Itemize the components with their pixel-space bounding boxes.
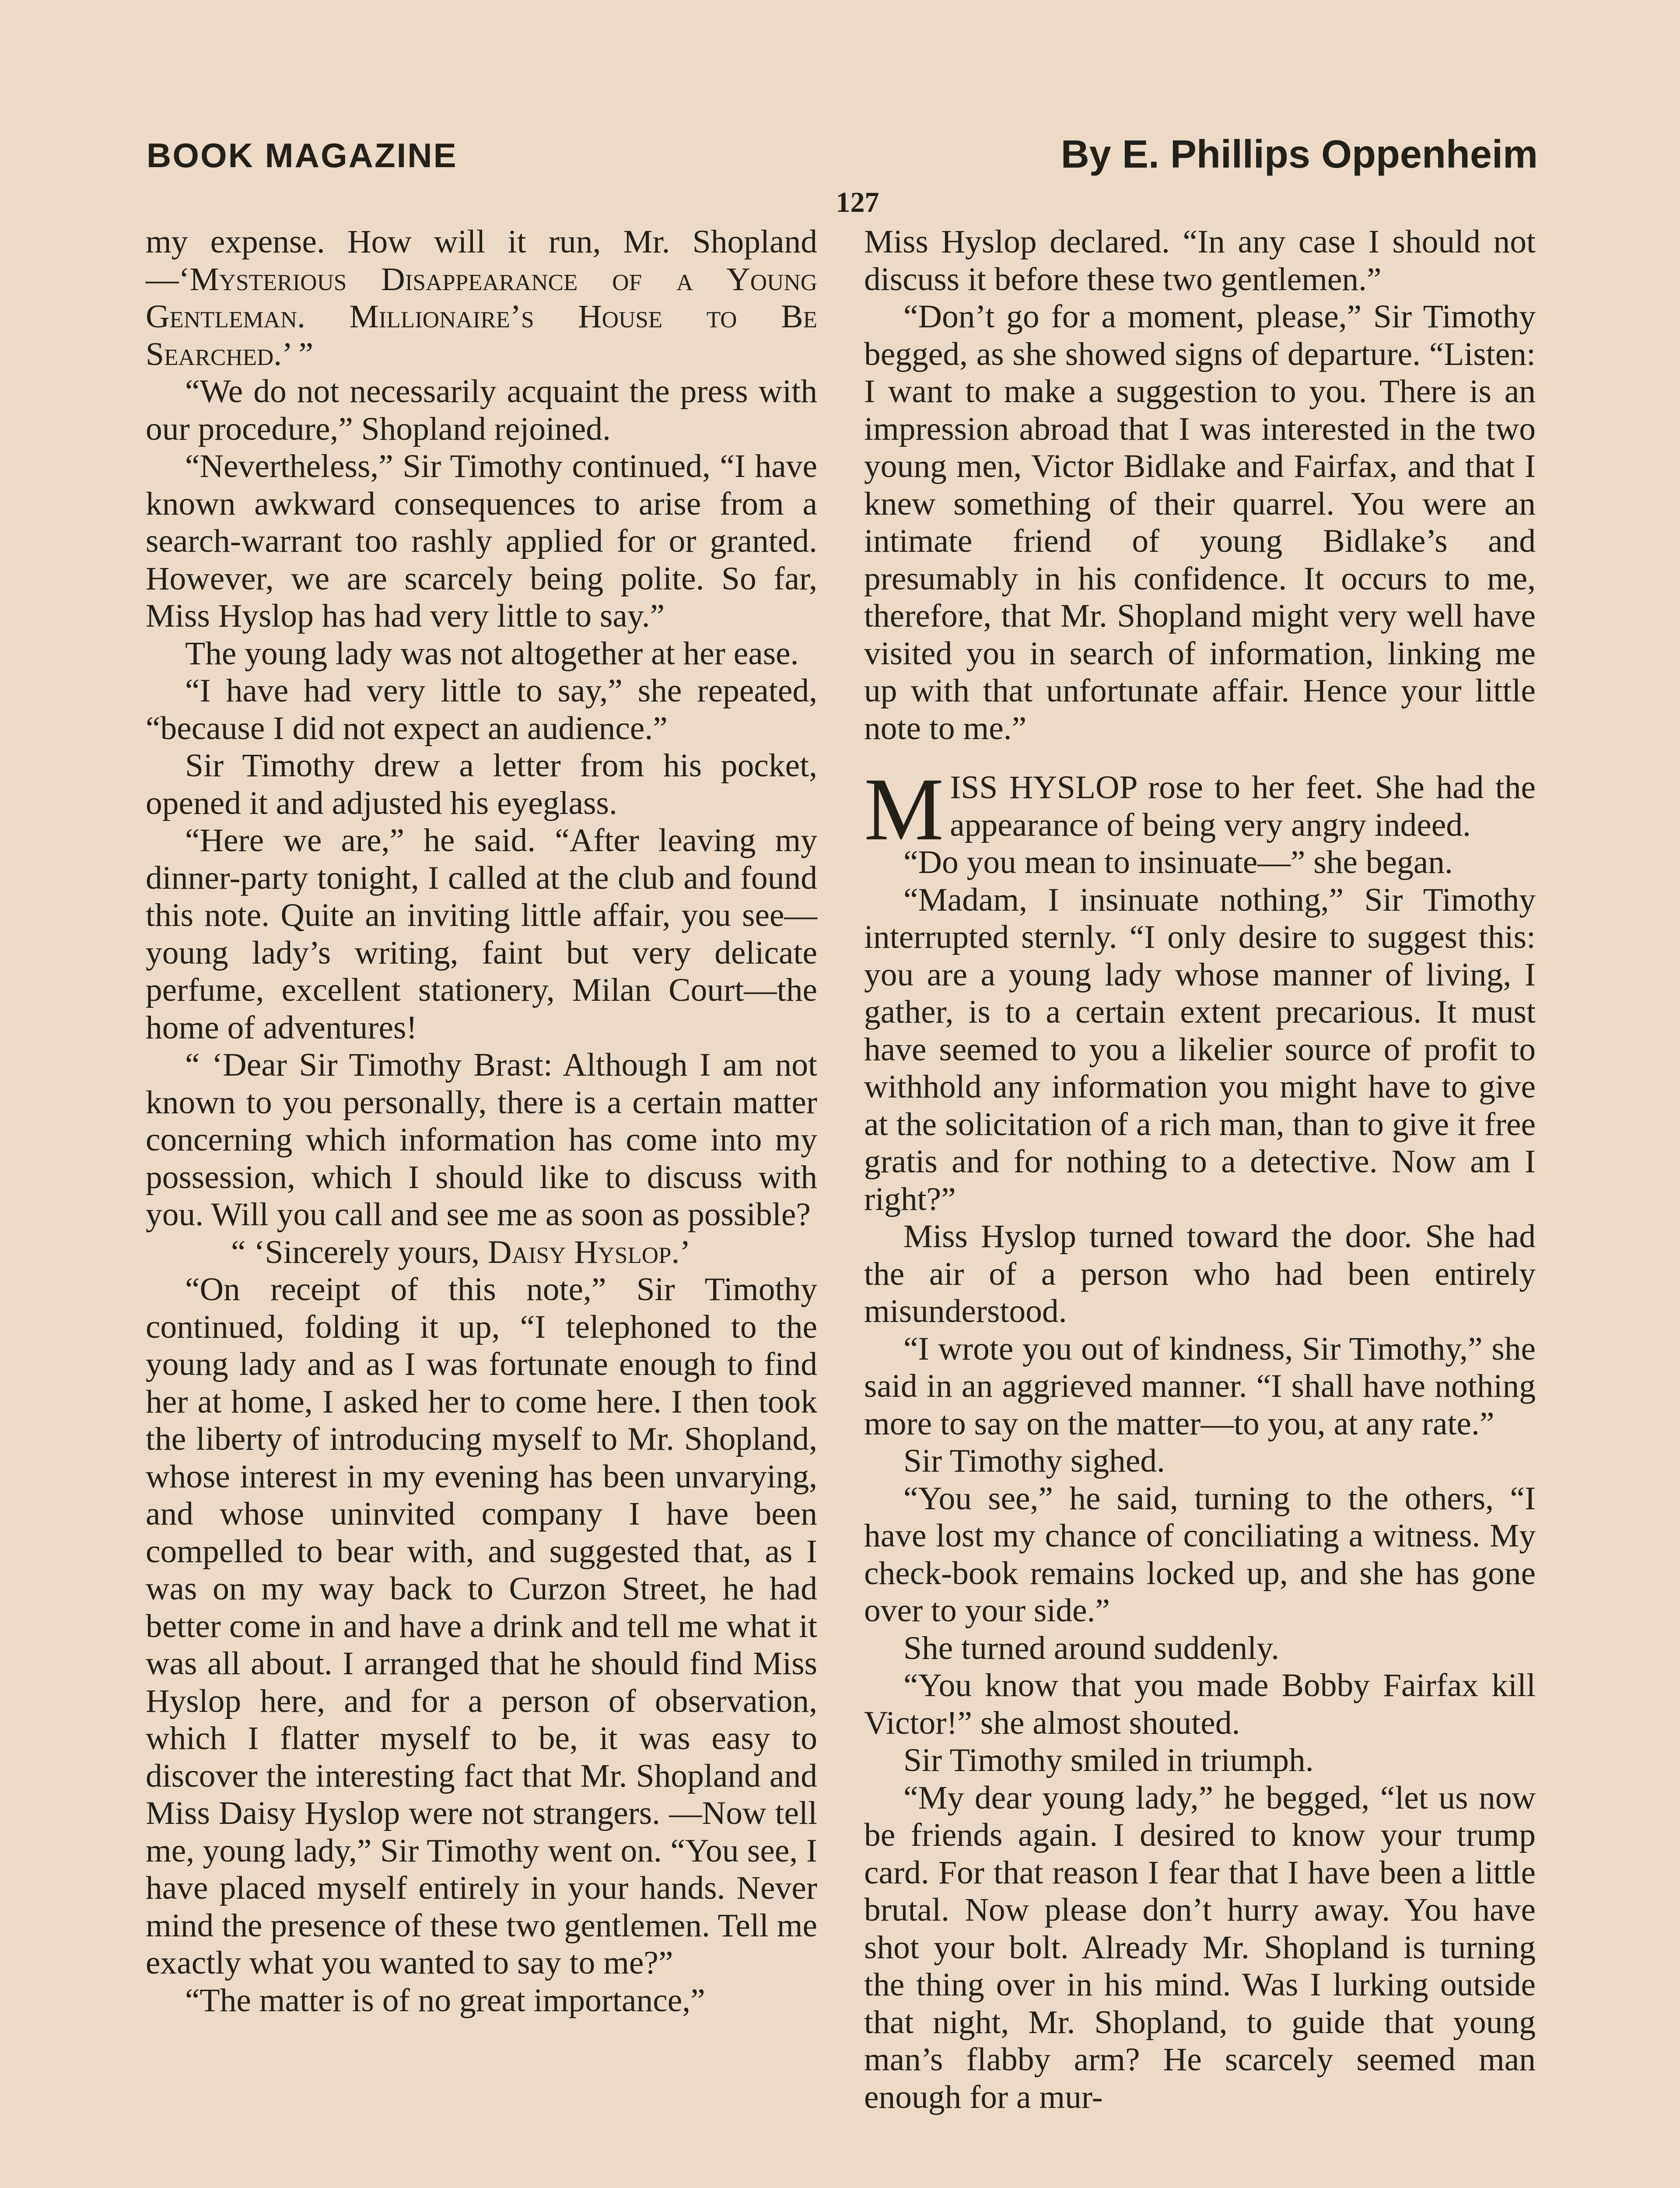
paragraph: The young lady was not altogether at her ease. [185, 635, 799, 672]
signature-name: Daisy Hyslop [488, 1234, 672, 1270]
drop-cap: M [864, 760, 944, 859]
paragraph: “Do you mean to insinuate—” she began. [903, 844, 1453, 880]
text-run: my expense. How will it run, Mr. Shopland—‘ [146, 224, 817, 298]
paragraph: Miss Hyslop turned toward the door. She had the air of a person who had been entirely misunderstood. [864, 1218, 1536, 1329]
paragraph [146, 223, 817, 373]
paragraph: “I have had very little to say,” she repeated, “because I did not expect an audience.” [146, 673, 817, 747]
paragraph: Miss Hyslop declared. “In any case I should not discuss it before these two gentlemen.” [864, 224, 1536, 298]
paragraph: “The matter is of no great importance,” [185, 1982, 705, 2019]
paragraph: “You see,” he said, turning to the others, “I have lost my chance of conciliating a witness. My check-book remains locked up, and she has gone over to your side.” [864, 1480, 1536, 1629]
headline-quote: Mysterious Disappearance of a Young Gentleman. Millionaire’s House to Be Searched. [146, 261, 817, 372]
letter-signature [146, 1234, 817, 1271]
text-run: “ ‘Sincerely yours, [231, 1234, 488, 1270]
letter-body: “ ‘Dear Sir Timothy Brast: Although I am not known to you personally, there is a certain matter concerning which information has come into my possession, which I should like to discuss with you. Will you call and see me as soon as possible? [146, 1047, 817, 1233]
paragraph: “Here we are,” he said. “After leaving my dinner-party tonight, I called at the club and found this note. Quite an inviting little affair, you see—young lady’s writing, faint but very delicate perfume, excellent stationery, Milan Court—the home of adventures! [146, 822, 817, 1046]
paragraph: She turned around suddenly. [903, 1630, 1279, 1666]
paragraph: “Don’t go for a moment, please,” Sir Timothy begged, as she showed signs of departure. “Listen: I want to make a suggestion to you. There is an impression abroad that I was interested in the two young men, Victor Bidlake and Fairfax, and that I knew something of their quarrel. You were an intimate friend of young Bidlake’s and presumably in his confidence. It occurs to me, therefore, that Mr. Shopland might very well have visited you in search of information, linking me up with that unfortunate affair. Hence your little note to me.” [864, 298, 1536, 747]
paragraph: “Madam, I insinuate nothing,” Sir Timothy interrupted sternly. “I only desire to suggest this: you are a young lady whose manner of living, I gather, is to a certain extent precarious. It must have seemed to you a likelier source of profit to withhold any information you might have to give at the solicitation of a rich man, than to give it free gratis and for nothing to a detective. Now am I right?” [864, 881, 1536, 1217]
author-byline: By E. Phillips Oppenheim [1060, 133, 1538, 176]
paragraph: “On receipt of this note,” Sir Timothy continued, folding it up, “I telephoned to the young lady and as I was fortunate enough to find her at home, I asked her to come here. I then took the liberty of introducing myself to Mr. Shopland, whose interest in my evening has been unvarying, and whose uninvited company I have been compelled to bear with, and suggested that, as I was on my way back to Curzon Street, he had better come in and have a drink and tell me what it was all about. I arranged that he should find Miss Hyslop here, and for a person of observation, which I flatter myself to be, it was easy to discover the interesting fact that Mr. Shopland and Miss Daisy Hyslop were not strangers. —Now tell me, young lady,” Sir Timothy went on. “You see, I have placed myself entirely in your hands. Never mind the presence of these two gentlemen. Tell me exactly what you wanted to say to me?” [146, 1271, 817, 1981]
text-run: .’ [671, 1234, 691, 1270]
text-run: ISS HYSLOP rose to her feet. She had the appearance of being very angry indeed. [950, 769, 1536, 843]
paragraph: “My dear young lady,” he begged, “let us now be friends again. I desired to know your trump card. For that reason I fear that I have been a little brutal. Now please don’t hurry away. You have shot your bolt. Already Mr. Shopland is turning the thing over in his mind. Was I lurking outside that night, Mr. Shopland, to guide that young man’s flabby arm? He scarcely seemed man enough for a mur- [864, 1779, 1536, 2115]
paragraph: “I wrote you out of kindness, Sir Timothy,” she said in an aggrieved manner. “I shall have nothing more to say on the matter—to you, at any rate.” [864, 1330, 1536, 1442]
right-column [864, 223, 1536, 2116]
paragraph: “Nevertheless,” Sir Timothy continued, “I have known awkward consequences to arise from a search-warrant too rashly applied for or granted. However, we are scarcely being polite. So far, Miss Hyslop has had very little to say.” [146, 448, 817, 634]
paragraph: Sir Timothy drew a letter from his pocket, opened it and adjusted his eyeglass. [146, 747, 817, 821]
left-column [146, 223, 817, 2019]
paragraph: Sir Timothy sighed. [903, 1443, 1165, 1479]
text-run: ’ ” [282, 336, 314, 372]
page-number: 127 [836, 186, 879, 218]
running-header [147, 133, 1538, 184]
paragraph: Sir Timothy smiled in triumph. [903, 1742, 1314, 1778]
paragraph: “You know that you made Bobby Fairfax kill Victor!” she almost shouted. [864, 1667, 1536, 1741]
paragraph: “We do not necessarily acquaint the press with our procedure,” Shopland rejoined. [146, 373, 817, 447]
magazine-title: BOOK MAGAZINE [147, 136, 458, 175]
section-opening-paragraph [864, 760, 1536, 859]
